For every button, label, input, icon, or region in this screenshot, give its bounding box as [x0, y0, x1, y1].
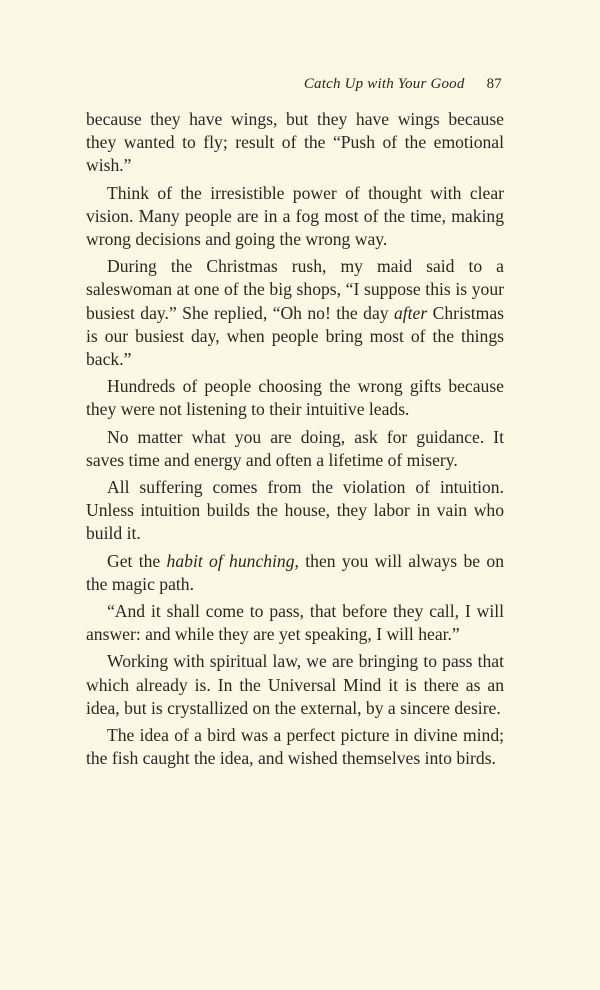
- text-run: All suffering comes from the violation of intuition. Unless intuition builds the house, they labor in vain who build it.: [86, 477, 504, 544]
- text-run: Get the: [107, 550, 167, 571]
- paragraph: [86, 650, 504, 720]
- paragraph: [86, 724, 504, 770]
- paragraph: [86, 182, 504, 252]
- text-run: Working with spiritual law, we are bringing to pass that which already is. In the Universal Mind it is there as an idea, but is crystallized on the external, by a sincere desire.: [86, 651, 504, 718]
- text-run: then you will always be on the magic path.: [86, 550, 504, 594]
- paragraph: [86, 108, 504, 178]
- text-run: During the Christmas rush, my maid said to a saleswoman at one of the big shops, “I suppose this is your busiest day.” She replied, “Oh no! the day: [86, 256, 504, 323]
- text-run: Christmas is our busiest day, when people bring most of the things back.”: [86, 302, 504, 370]
- paragraph: [86, 600, 504, 646]
- body-text: [86, 108, 504, 774]
- paragraph: [86, 550, 504, 596]
- text-run: Think of the irresistible power of thought with clear vision. Many people are in a fog most of the time, making wrong decisions and going the wrong way.: [86, 182, 504, 250]
- text-run: Hundreds of people choosing the wrong gifts because they were not listening to their intuitive leads.: [86, 376, 504, 420]
- paragraph: [86, 426, 504, 472]
- paragraph: [86, 476, 504, 546]
- text-run: “And it shall come to pass, that before they call, I will answer: and while they are yet speaking, I will hear.”: [86, 601, 504, 645]
- text-run: The idea of a bird was a perfect picture in divine mind; the fish caught the idea, and wished themselves into birds.: [86, 725, 504, 769]
- italic-text: habit of hunching,: [166, 550, 299, 571]
- running-title: Catch Up with Your Good: [303, 76, 465, 92]
- text-run: because they have wings, but they have wings because they wanted to fly; result of the “Push of the emotional wish.”: [86, 109, 504, 176]
- running-head: [86, 76, 502, 93]
- paragraph: [86, 375, 504, 421]
- page-number: 87: [486, 76, 502, 92]
- text-run: No matter what you are doing, ask for guidance. It saves time and energy and often a lifetime of misery.: [86, 426, 504, 470]
- paragraph: [86, 255, 504, 371]
- italic-text: after: [393, 302, 428, 323]
